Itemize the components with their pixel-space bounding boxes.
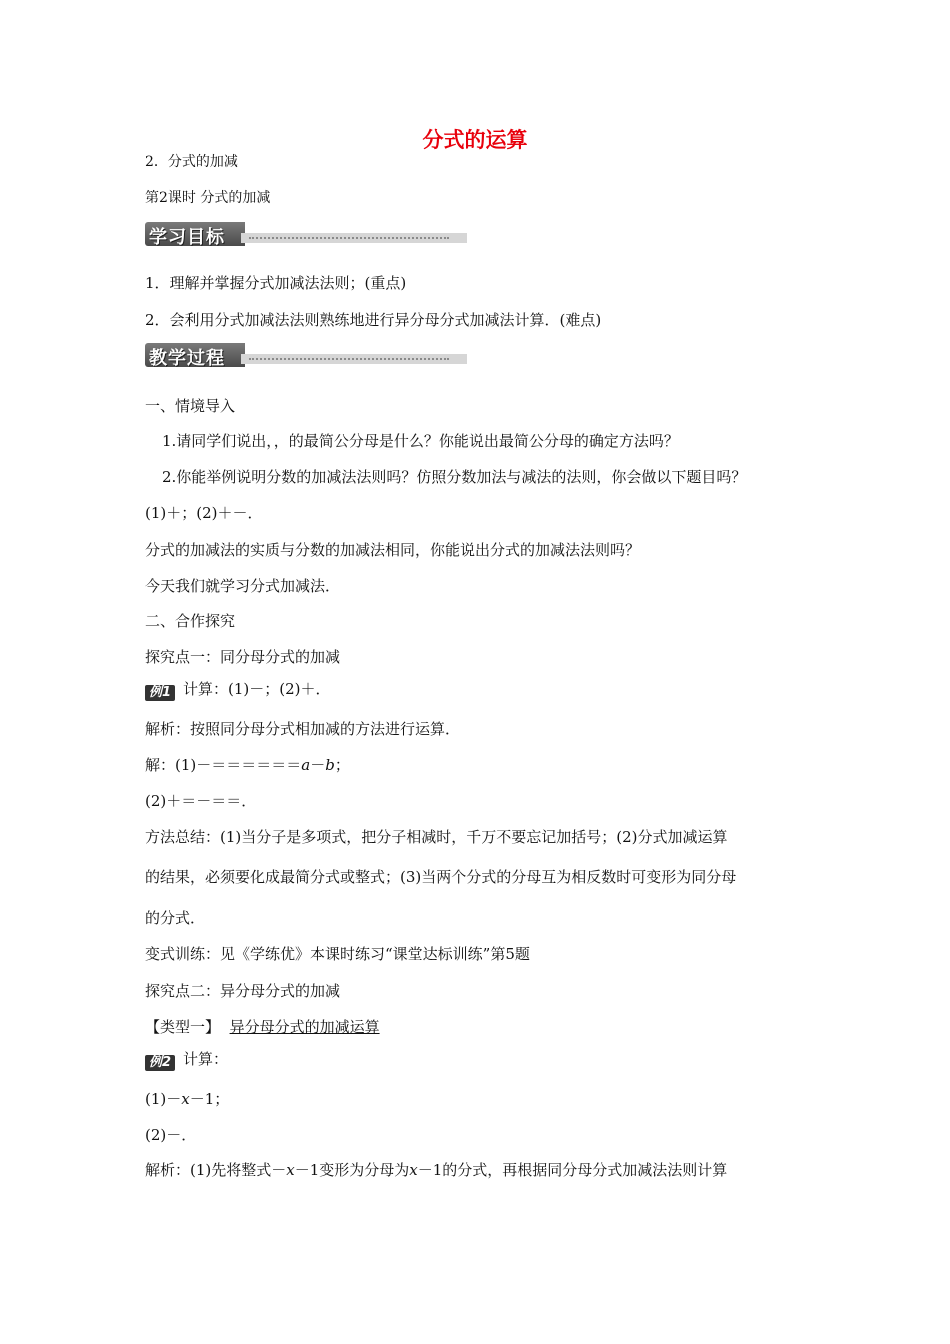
explore-point-1: 探究点一：同分母分式的加减 (145, 648, 341, 666)
solution-1 (145, 755, 350, 775)
intro-question-2-items: (1)＋；(2)＋－． (145, 504, 263, 522)
variable-x: x (286, 1161, 295, 1179)
subtitle-section: 2．分式的加减 (145, 154, 238, 170)
example-badge: 例1 (145, 685, 175, 701)
variable-a: a (301, 756, 311, 774)
banner-bar (241, 354, 467, 364)
intro-question-2: 2.你能举例说明分数的加减法法则吗？仿照分数加法与减法的法则，你会做以下题目吗？ (162, 468, 747, 486)
banner-learning-goals (145, 222, 467, 246)
minus-sign: － (310, 756, 326, 774)
variable-x: x (409, 1161, 418, 1179)
example-2-text: 计算： (183, 1050, 229, 1068)
type-1-heading (145, 1017, 380, 1037)
banner-tag (145, 343, 245, 367)
example-2 (145, 1049, 228, 1071)
banner-label: 学习目标 (149, 227, 225, 248)
method-summary-line-3: 的分式． (145, 909, 206, 927)
banner-bar (241, 233, 467, 243)
section2-heading: 二、合作探究 (145, 612, 236, 630)
goal-1: 1．理解并掌握分式加减法法则；(重点) (145, 274, 407, 292)
document-title: 分式的运算 (422, 128, 528, 152)
banner-label: 教学过程 (149, 348, 225, 369)
goal-2: 2．会利用分式加减法法则熟练地进行异分母分式加减法计算．(难点) (145, 311, 602, 329)
example-1 (145, 679, 331, 701)
analysis-2-part-a: 解析：(1)先将整式－ (145, 1161, 287, 1179)
type-1-title: 异分母分式的加减运算 (229, 1018, 380, 1036)
banner-dots (249, 237, 449, 239)
variable-b: b (325, 756, 335, 774)
analysis-1: 解析：按照同分母分式相加减的方法进行运算． (145, 720, 461, 738)
method-summary-line-1: 方法总结：(1)当分子是多项式，把分子相减时，千万不要忘记加括号；(2)分式加减运算 (145, 828, 728, 846)
section1-heading: 一、情境导入 (145, 397, 236, 415)
intro-paragraph-1: 分式的加减法的实质与分数的加减法相同，你能说出分式的加减法法则吗？ (145, 541, 641, 559)
item-1-part-b: －1； (189, 1090, 230, 1108)
item-1-part-a: (1)－ (145, 1090, 182, 1108)
analysis-2-part-c: －1的分式，再根据同分母分式加减法法则计算 (417, 1161, 728, 1179)
type-1-bracket: 【类型一】 (145, 1018, 221, 1036)
example-2-item-2: (2)－． (145, 1126, 197, 1144)
variable-x: x (181, 1090, 190, 1108)
method-summary-line-2: 的结果，必须要化成最简分式或整式；(3)当两个分式的分母互为相反数时可变形为同分母 (145, 868, 737, 886)
intro-paragraph-2: 今天我们就学习分式加减法． (145, 577, 341, 595)
explore-point-2: 探究点二：异分母分式的加减 (145, 982, 341, 1000)
analysis-2-part-b: －1变形为分母为 (294, 1161, 410, 1179)
banner-teaching-process (145, 343, 467, 367)
banner-tag (145, 222, 245, 246)
solution-1-end: ； (334, 756, 350, 774)
subtitle-lesson: 第2课时 分式的加减 (145, 190, 271, 206)
variant-training: 变式训练：见《学练优》本课时练习“课堂达标训练”第5题 (145, 945, 530, 963)
solution-2: (2)＋＝－＝＝． (145, 792, 257, 810)
example-badge: 例2 (145, 1055, 175, 1071)
analysis-2 (145, 1160, 727, 1180)
example-2-item-1 (145, 1089, 229, 1109)
solution-1-prefix: 解：(1)－＝＝＝＝＝＝ (145, 756, 302, 774)
intro-question-1: 1.请同学们说出，，的最简公分母是什么？你能说出最简公分母的确定方法吗？ (162, 432, 679, 450)
banner-dots (249, 358, 449, 360)
example-1-text: 计算：(1)－；(2)＋． (183, 680, 331, 698)
